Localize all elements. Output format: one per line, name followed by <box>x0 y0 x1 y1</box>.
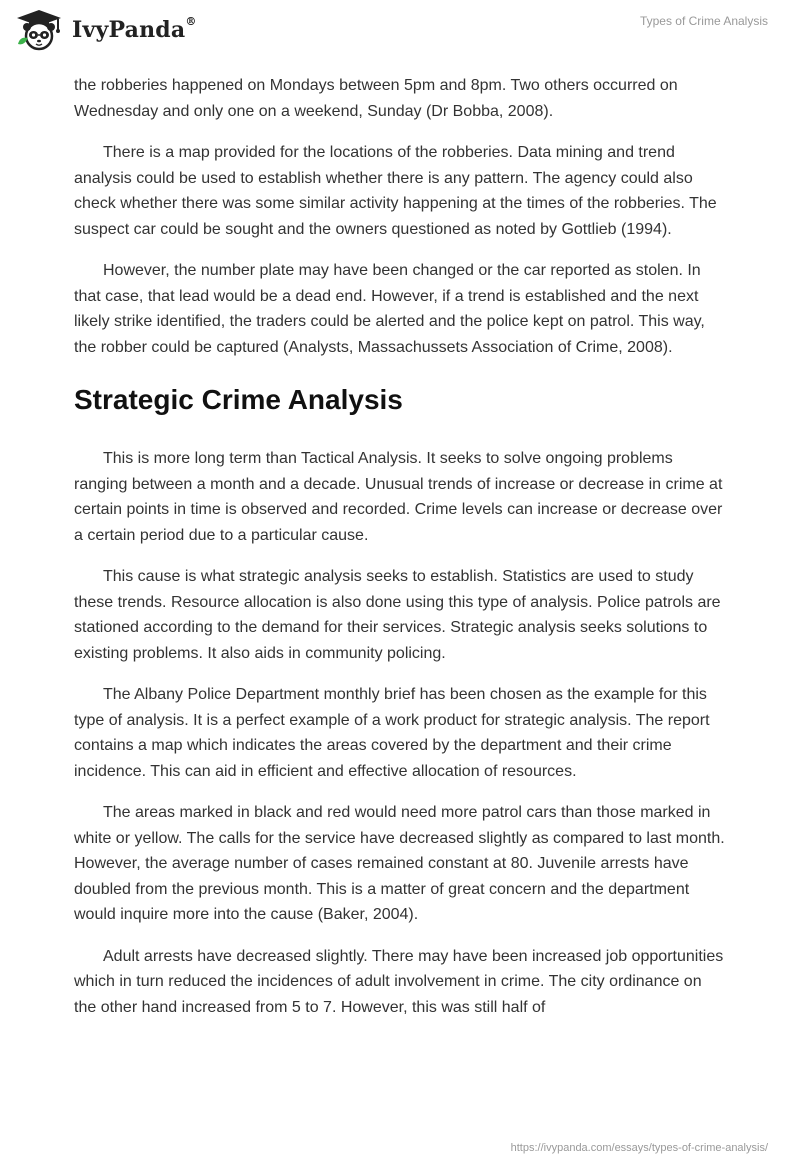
paragraph: This cause is what strategic analysis seeks to establish. Statistics are used to study these trends. Resource allocation is also done using this type of analysis. Police patrols are stationed according to the demand for their services. Strategic analysis seeks solutions to existing problems. It also aids in community policing. <box>74 568 721 662</box>
article-body <box>74 73 726 1036</box>
paragraph: The areas marked in black and red would need more patrol cars than those marked in white or yellow. The calls for the service have decreased slightly as compared to last month. However, the average number of cases remained constant at 80. Juvenile arrests have doubled from the previous month. This is a matter of great concern and the department would inquire more into the cause (Baker, 2004). <box>74 804 725 923</box>
paragraph: The Albany Police Department monthly brief has been chosen as the example for this type of analysis. It is a perfect example of a work product for strategic analysis. The report contains a map which indicates the areas covered by the department and their crime incidence. This can aid in efficient and effective allocation of resources. <box>74 686 710 780</box>
brand-logo-link[interactable] <box>14 8 197 52</box>
page-header <box>0 0 800 70</box>
brand-name: IvyPanda® <box>72 15 197 43</box>
section-heading: Strategic Crime Analysis <box>74 384 403 415</box>
paragraph: the robberies happened on Mondays between 5pm and 8pm. Two others occurred on Wednesday and only one on a weekend, Sunday (Dr Bobba, 2008). <box>74 77 678 120</box>
paragraph: This is more long term than Tactical Analysis. It seeks to solve ongoing problems ranging between a month and a decade. Unusual trends of increase or decrease in crime at certain points in time is observed and recorded. Crime levels can increase or decrease over a certain period due to a particular cause. <box>74 450 723 544</box>
panda-mascot-icon <box>14 8 64 52</box>
paragraph: Adult arrests have decreased slightly. There may have been increased job opportunities which in turn reduced the incidences of adult involvement in crime. The city ordinance on the other hand increased from 5 to 7. However, this was still half of <box>74 947 724 1016</box>
document-title: Types of Crime Analysis <box>639 14 768 28</box>
paragraph: There is a map provided for the locations of the robberies. Data mining and trend analysis could be used to establish whether there is any pattern. The agency could also check whether there was some similar activity happening at the times of the robberies. The suspect car could be sought and the owners questioned as noted by Gottlieb (1994). <box>74 144 717 238</box>
footer-url: https://ivypanda.com/essays/types-of-crime-analysis/ <box>510 1142 768 1154</box>
paragraph: However, the number plate may have been changed or the car reported as stolen. In that case, that lead would be a dead end. However, if a trend is established and the next likely strike identified, the traders could be alerted and the police kept on patrol. This way, the robber could be captured (Analysts, Massachussets Association of Crime, 2008). <box>74 262 705 356</box>
